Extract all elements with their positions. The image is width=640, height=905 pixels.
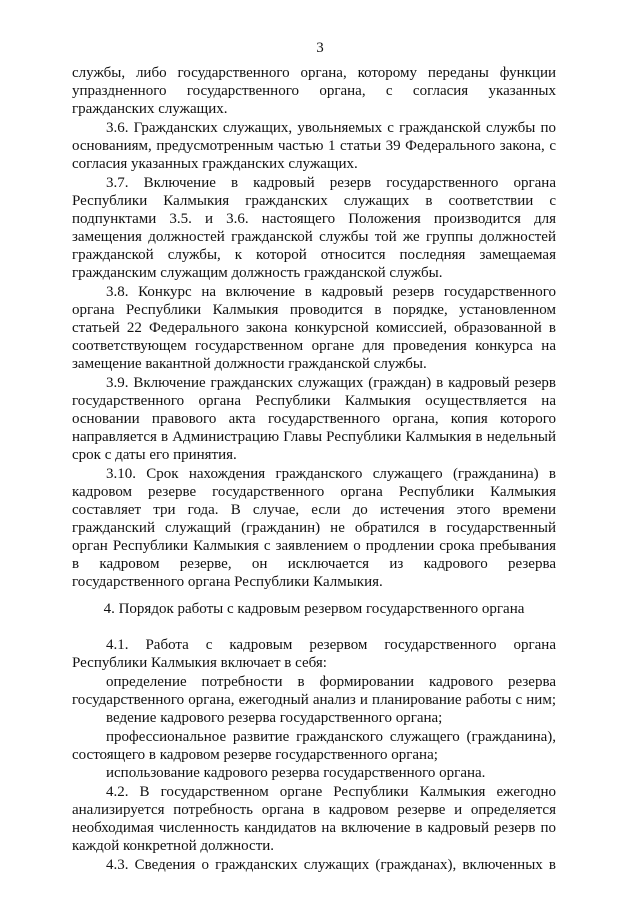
section-heading: 4. Порядок работы с кадровым резервом государственного органа [103, 601, 525, 617]
text-line: основании правового акта государственного органа, копия которого [72, 411, 556, 427]
text-line: состоящего в кадровом резерве государственного органа; [72, 747, 438, 763]
text-line: 4.1. Работа с кадровым резервом государственного органа [106, 637, 556, 653]
text-line: государственного органа Республики Калмыкия осуществляется на [72, 393, 556, 409]
text-line: государственного органа, ежегодный анализ и планирование работы с ним; [72, 692, 556, 708]
text-line: необходимая численность кандидатов на включение в кадровый резерв по [72, 820, 556, 836]
text-line: 4.3. Сведения о гражданских служащих (гражданах), включенных в [106, 857, 556, 873]
text-line: основаниям, предусмотренным частью 1 статьи 39 Федерального закона, с [72, 138, 556, 154]
text-line: направляется в Администрацию Главы Республики Калмыкия в недельный [72, 429, 556, 445]
text-line: срок с даты его принятия. [72, 447, 237, 463]
text-line: орган Республики Калмыкия с заявлением о продлении срока пребывания [72, 538, 556, 554]
text-line: анализируется потребность органа в кадровом резерве и определяется [72, 802, 556, 818]
text-line: статьей 22 Федерального закона конкурсной комиссией, образованной в [72, 320, 556, 336]
text-line: гражданский служащий (гражданин) не обратился в государственный [72, 520, 556, 536]
text-line: согласия указанных гражданских служащих. [72, 156, 358, 172]
text-line: профессиональное развитие гражданского служащего (гражданина), [106, 729, 556, 745]
text-line: 3.7. Включение в кадровый резерв государственного органа [106, 175, 556, 191]
text-line: кадровом резерве государственного органа Республики Калмыкия [72, 484, 556, 500]
text-line: использование кадрового резерва государственного органа. [106, 765, 486, 781]
text-line: гражданских служащих. [72, 101, 228, 117]
page-number: 3 [316, 40, 324, 56]
text-line: подпунктами 3.5. и 3.6. настоящего Положения производится для [72, 211, 556, 227]
text-line: ведение кадрового резерва государственного органа; [106, 710, 443, 726]
text-line: соответствующем государственном органе для проведения конкурса на [72, 338, 556, 354]
text-line: гражданской службы, к которой относится последняя замещаемая [72, 247, 556, 263]
text-line: каждой конкретной должности. [72, 838, 275, 854]
text-line: органа Республики Калмыкия проводится в порядке, установленном [72, 302, 556, 318]
text-line: замещения должностей гражданской службы той же группы должностей [72, 229, 556, 245]
text-line: составляет три года. В случае, если до истечения этого времени [72, 502, 556, 518]
text-line: 3.6. Гражданских служащих, увольняемых с гражданской службы по [106, 120, 556, 136]
text-line: определение потребности в формировании кадрового резерва [106, 674, 556, 690]
text-line: службы, либо государственного органа, которому переданы функции [72, 65, 556, 81]
text-line: государственного органа Республики Калмыкия. [72, 574, 383, 590]
text-line: 3.9. Включение гражданских служащих (граждан) в кадровый резерв [106, 375, 556, 391]
text-line: Республики Калмыкия включает в себя: [72, 655, 327, 671]
text-line: замещение вакантной должности гражданской службы. [72, 356, 427, 372]
text-line: гражданским служащим должность гражданской службы. [72, 265, 443, 281]
text-line: Республики Калмыкия гражданских служащих в соответствии с [72, 193, 556, 209]
text-line: упраздненного государственного органа, с согласия указанных [72, 83, 556, 99]
text-line: 3.10. Срок нахождения гражданского служащего (гражданина) в [106, 466, 556, 482]
text-line: 3.8. Конкурс на включение в кадровый резерв государственного [106, 284, 556, 300]
text-line: 4.2. В государственном органе Республики Калмыкия ежегодно [106, 784, 556, 800]
text-line: в кадровом резерве, он исключается из кадрового резерва [72, 556, 556, 572]
